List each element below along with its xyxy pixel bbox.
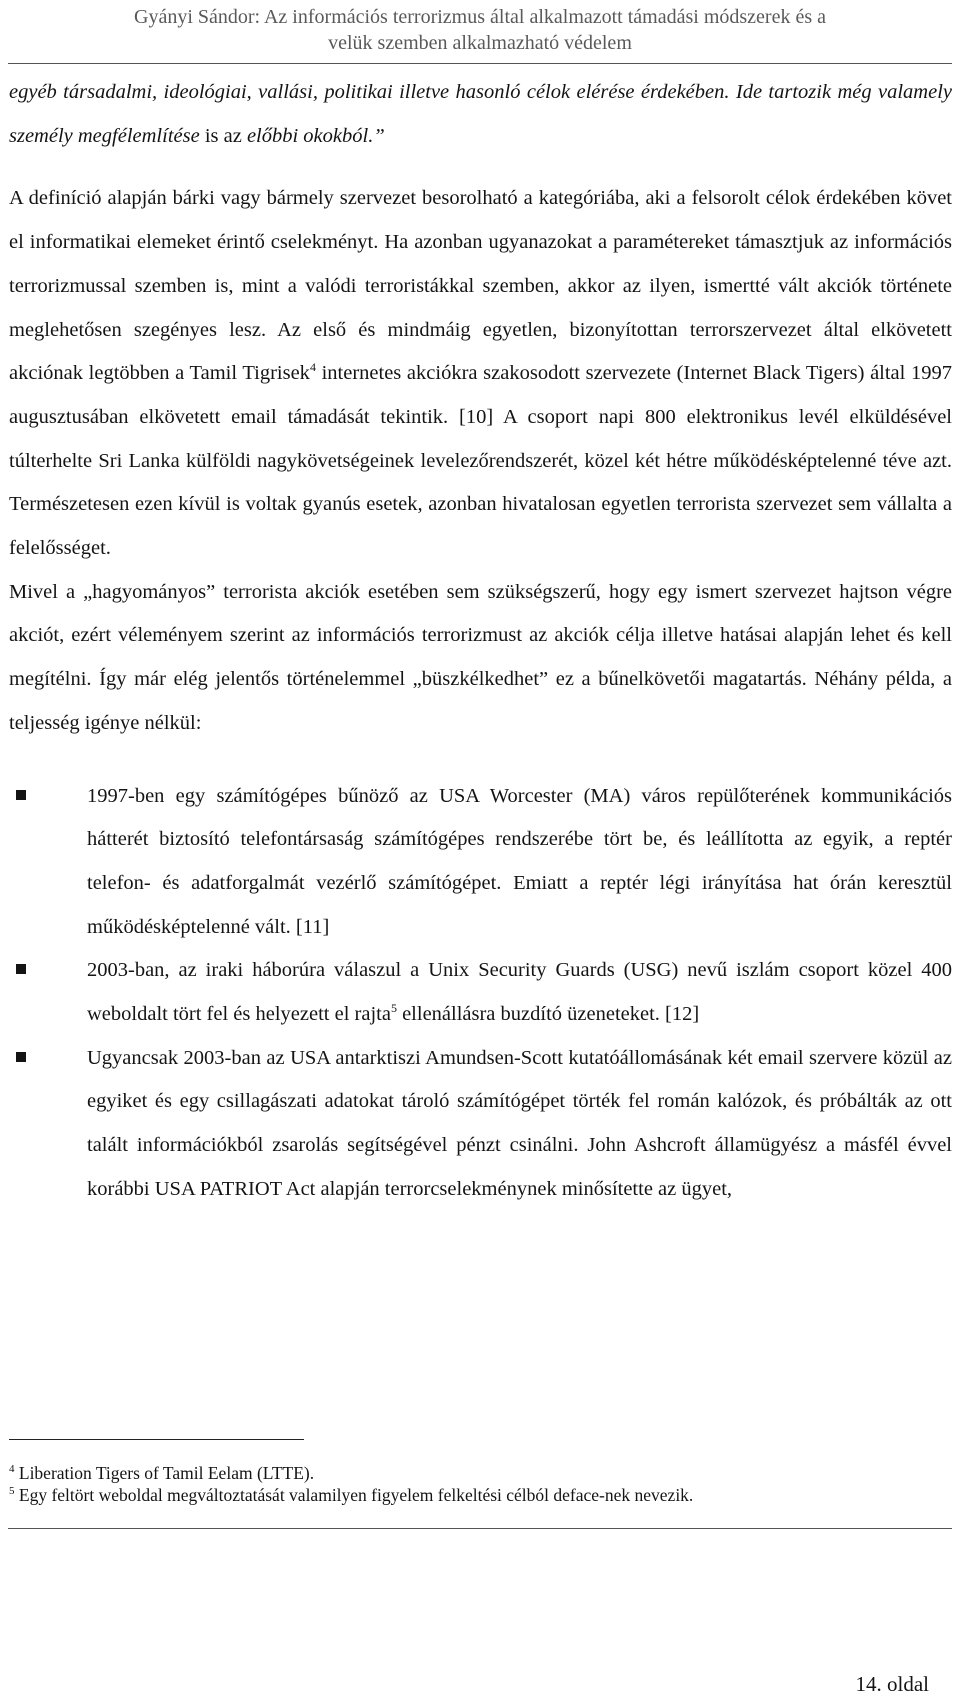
footnote-ref-4[interactable]: 4 — [309, 360, 316, 375]
list-item-text: Ugyancsak 2003-ban az USA antarktiszi Amundsen-Scott kutatóállomásának két email szervere közül az egyiket és egy csillagászati adatokat tároló számítógépet törték fel román kalózok, és próbálták az ott talált információkból zsarolás segítségével pénzt csinálni. John Ashcroft államügyész a másfél évvel korábbi USA PATRIOT Act alapján terrorcselekménynek minősítette az ügyet, — [87, 1046, 952, 1200]
footnote-5 — [9, 1484, 949, 1506]
lead-plain-text: is az — [199, 124, 247, 147]
document-body — [9, 71, 952, 1212]
footnote-ref-5[interactable]: 5 — [390, 1001, 397, 1016]
lead-italic-text-2: előbbi okokból. — [246, 124, 374, 147]
paragraph-definition-text-1: A definíció alapján bárki vagy bármely szervezet besorolható a kategóriába, aki a felsorolt célok érdekében követ el informatikai elemeket érintő cselekményt. Ha azonban ugyanazokat a paramétereket támasztjuk az információs terrorizmussal szemben is, mint a valódi terroristákkal szemben, akkor az ilyen, ismertté vált akciók története meglehetősen szegényes lesz. Az első és mindmáig egyetlen, bizonyítottan terrorszervezet által elkövetett akciónak legtöbben a Tamil Tigrisek — [9, 187, 952, 385]
footnote-text: Egy feltört weboldal megváltoztatását valamilyen figyelem felkeltési célból deface-nek nevezik. — [14, 1485, 694, 1505]
lead-paragraph — [9, 71, 952, 158]
header-title-line-1: Gyányi Sándor: Az információs terrorizmus által alkalmazott támadási módszerek és a — [134, 6, 826, 28]
list-item — [9, 949, 952, 1036]
footnote-4 — [9, 1462, 949, 1484]
header-divider — [8, 63, 952, 64]
lead-italic-text-1: egyéb társadalmi, ideológiai, vallási, politikai illetve hasonló célok elérése érdekében. Ide tartozik még valamely személy megfélemlítése — [9, 81, 952, 147]
paragraph-definition-text-2: internetes akciókra szakosodott szervezete (Internet Black Tigers) által 1997 augusztusában elkövetett email támadását tekintik. [10] A csoport napi 800 elektronikus levél elküldésével túlterhelte Sri Lanka külföldi nagykövetségeinek levelezőrendszerét, közel két hétre működésképtelenné téve azt. Természetesen ezen kívül is voltak gyanús esetek, azonban hivatalosan egyetlen terrorista szervezet sem vállalta a felelősséget. — [9, 362, 953, 560]
paragraph-traditional: Mivel a „hagyományos” terrorista akciók esetében sem szükségszerű, hogy egy ismert szervezet hajtson végre akciót, ezért véleményem szerint az információs terrorizmust az akciók célja illetve hatásai alapján lehet és kell megítélni. Így már elég jelentős történelemmel „büszkélkedhet” ez a bűnelkövetői magatartás. Néhány példa, a teljesség igénye nélkül: — [9, 580, 952, 734]
footnote-number: 5 — [9, 1485, 15, 1498]
bullet-square-icon — [16, 964, 26, 974]
footnotes — [9, 1462, 949, 1506]
footnote-text: Liberation Tigers of Tamil Eelam (LTTE). — [14, 1463, 315, 1483]
list-item-text-a: 2003-ban, az iraki háborúra válaszul a Unix Security Guards (USG) nevű iszlám csoport közel 400 weboldalt tört fel és helyezett el rajta — [87, 959, 952, 1026]
footnote-number: 4 — [9, 1463, 15, 1476]
bullet-square-icon — [16, 1052, 26, 1062]
page-number: 14. oldal — [855, 1672, 929, 1696]
lead-closing-quote: ” — [373, 124, 385, 147]
list-item — [9, 775, 952, 950]
list-item — [9, 1037, 952, 1212]
footer-divider — [8, 1528, 952, 1529]
examples-list — [9, 775, 952, 1212]
header-title-line-2: velük szemben alkalmazható védelem — [328, 32, 632, 54]
list-item-text: 1997-ben egy számítógépes bűnöző az USA Worcester (MA) város repülőterének kommunikációs hátterét biztosító telefontársaság számítógépes rendszerébe tört be, és leállította az egyik, a reptér telefon- és adatforgalmát vezérlő számítógépet. Emiatt a reptér légi irányítása hat órán keresztül működésképtelenné vált. [11] — [87, 784, 952, 938]
bullet-square-icon — [16, 790, 26, 800]
page-header — [0, 4, 960, 56]
paragraph-definition — [9, 177, 952, 570]
list-item-text-b: ellenállásra buzdító üzeneteket. [12] — [396, 1003, 700, 1026]
footnote-separator — [9, 1439, 304, 1440]
